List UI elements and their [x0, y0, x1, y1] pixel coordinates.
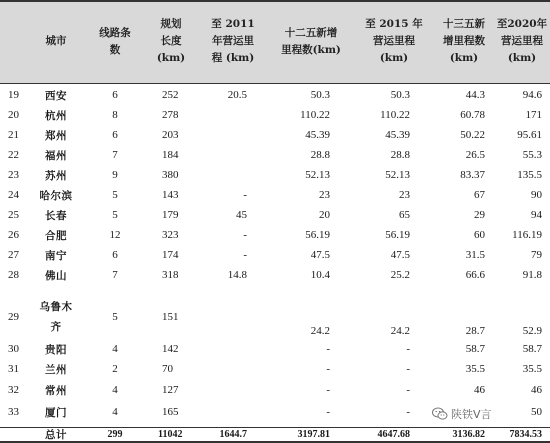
- length-by-2011: 20.5: [227, 89, 247, 101]
- planned-length: 70: [162, 363, 173, 375]
- length-by-2020: 135.5: [517, 169, 542, 181]
- length-by-2015: 47.5: [390, 249, 410, 261]
- planned-length: 252: [162, 89, 179, 101]
- lines-count: 4: [112, 343, 118, 355]
- planned-length: 184: [162, 149, 179, 161]
- row-number: 32: [8, 384, 19, 396]
- wechat-icon: [432, 407, 448, 421]
- new-13th-five-year: 46: [474, 384, 485, 396]
- row-number: 23: [8, 169, 19, 181]
- city-name: 福州: [45, 149, 67, 162]
- city-name: 郑州: [45, 129, 67, 142]
- length-by-2011: [200, 294, 247, 340]
- header-new-13th-five-year: 十三五新 增里程数 (km): [443, 18, 485, 64]
- planned-length: 179: [162, 209, 179, 221]
- length-by-2011: -: [243, 229, 247, 241]
- length-by-2020: 116.19: [512, 229, 542, 241]
- planned-length: 143: [162, 189, 179, 201]
- length-by-2020: 46: [531, 384, 542, 396]
- length-by-2020: 55.3: [522, 149, 542, 161]
- city-name: 厦门: [45, 406, 67, 419]
- city-name: 西安: [45, 89, 67, 102]
- length-by-2020: 90: [531, 189, 542, 201]
- city-name: 贵阳: [45, 343, 67, 356]
- total-by-2015: 4647.68: [377, 428, 410, 440]
- new-13th-five-year: 60: [474, 229, 485, 241]
- table-row: [0, 245, 550, 265]
- new-12th-five-year: 56.19: [305, 229, 330, 241]
- city-name: 南宁: [45, 249, 67, 262]
- total-lines: 299: [107, 428, 123, 440]
- total-label: 总计: [45, 428, 67, 441]
- new-12th-five-year: 10.4: [310, 269, 330, 281]
- planned-length: 380: [162, 169, 179, 181]
- new-13th-five-year: 50.22: [460, 129, 485, 141]
- header-city: 城市: [45, 35, 67, 47]
- length-by-2020: 94.6: [522, 89, 542, 101]
- length-by-2011: [200, 380, 247, 400]
- total-row: [0, 427, 550, 441]
- table-row: [0, 294, 550, 340]
- planned-length: 142: [162, 343, 179, 355]
- row-number: 25: [8, 209, 19, 221]
- length-by-2015: 56.19: [385, 229, 410, 241]
- length-by-2015: -: [406, 384, 410, 396]
- table-row: [0, 205, 550, 225]
- length-by-2011: -: [243, 249, 247, 261]
- length-by-2020: 79: [531, 249, 542, 261]
- length-by-2011: 45: [236, 209, 247, 221]
- length-by-2015: 110.22: [380, 109, 410, 121]
- table-row: [0, 125, 550, 145]
- length-by-2011: [200, 125, 247, 145]
- table-row: [0, 265, 550, 285]
- length-by-2020: 35.5: [522, 363, 542, 375]
- length-by-2015: -: [406, 343, 410, 355]
- length-by-2015: 24.2: [390, 325, 410, 337]
- row-number: 21: [8, 129, 19, 141]
- planned-length: 278: [162, 109, 179, 121]
- length-by-2020: 95.61: [517, 129, 542, 141]
- length-by-2015: 23: [399, 189, 410, 201]
- row-number: 28: [8, 269, 19, 281]
- lines-count: 5: [112, 189, 118, 201]
- new-13th-five-year: 31.5: [465, 249, 485, 261]
- table-row: [0, 145, 550, 165]
- header-new-12th-five-year: 十二五新增 里程数(km): [281, 26, 341, 56]
- length-by-2015: 50.3: [390, 89, 410, 101]
- total-by-2011: 1644.7: [219, 428, 247, 440]
- length-by-2011: [200, 359, 247, 379]
- length-by-2011: [200, 145, 247, 165]
- new-12th-five-year: -: [326, 406, 330, 418]
- lines-count: 7: [112, 269, 118, 281]
- city-name: 合肥: [45, 229, 67, 242]
- new-13th-five-year: 58.7: [465, 343, 485, 355]
- new-13th-five-year: 29: [474, 209, 485, 221]
- lines-count: 5: [112, 209, 118, 221]
- header-planned-length: 规划 长度 (km): [156, 18, 186, 64]
- length-by-2020: 94: [531, 209, 542, 221]
- row-number: 24: [8, 189, 19, 201]
- row-number: 30: [8, 343, 19, 355]
- table-row: [0, 165, 550, 185]
- new-12th-five-year: 28.8: [310, 149, 330, 161]
- row-number: 22: [8, 149, 19, 161]
- lines-count: 5: [112, 311, 118, 323]
- new-12th-five-year: 45.39: [305, 129, 330, 141]
- new-12th-five-year: 47.5: [310, 249, 330, 261]
- top-rule: [0, 0, 550, 2]
- lines-count: 6: [112, 249, 118, 261]
- length-by-2011: [200, 402, 247, 422]
- planned-length: 203: [162, 129, 179, 141]
- new-12th-five-year: 50.3: [310, 89, 330, 101]
- new-12th-five-year: 23: [319, 189, 330, 201]
- new-12th-five-year: 110.22: [300, 109, 330, 121]
- total-planned: 11042: [158, 428, 183, 440]
- city-name: 苏州: [45, 169, 67, 182]
- table-row: [0, 359, 550, 379]
- lines-count: 6: [112, 129, 118, 141]
- city-name: 长春: [45, 209, 67, 222]
- table-header: [0, 0, 550, 83]
- table-row: [0, 105, 550, 125]
- new-13th-five-year: 35.5: [465, 363, 485, 375]
- row-number: 19: [8, 89, 19, 101]
- city-name: 乌鲁木 齐: [39, 301, 73, 333]
- new-13th-five-year: 83.37: [460, 169, 485, 181]
- length-by-2011: 14.8: [227, 269, 247, 281]
- lines-count: 8: [112, 109, 118, 121]
- table-row: [0, 380, 550, 400]
- length-by-2011: [200, 165, 247, 185]
- lines-count: 7: [112, 149, 118, 161]
- new-12th-five-year: 52.13: [305, 169, 330, 181]
- table-row: [0, 339, 550, 359]
- length-by-2020: 171: [525, 109, 542, 121]
- header-rule: [0, 83, 550, 84]
- table-row: [0, 225, 550, 245]
- length-by-2015: 28.8: [390, 149, 410, 161]
- city-name: 常州: [45, 384, 67, 397]
- length-by-2020: 91.8: [522, 269, 542, 281]
- length-by-2011: -: [243, 189, 247, 201]
- row-number: 29: [8, 311, 19, 323]
- planned-length: 151: [162, 311, 179, 323]
- length-by-2020: 52.9: [522, 325, 542, 337]
- new-13th-five-year: 67: [474, 189, 485, 201]
- watermark-text: 陕铁V言: [451, 408, 492, 421]
- total-by-2020: 7834.53: [509, 428, 542, 440]
- city-name: 哈尔滨: [39, 189, 73, 202]
- row-number: 20: [8, 109, 19, 121]
- new-12th-five-year: -: [326, 363, 330, 375]
- row-number: 26: [8, 229, 19, 241]
- header-lines: 线路条 数: [99, 26, 131, 56]
- length-by-2015: 52.13: [385, 169, 410, 181]
- lines-count: 4: [112, 384, 118, 396]
- header-by-2015: 至 2015 年 营运里程 (km): [365, 18, 423, 64]
- new-12th-five-year: 20: [319, 209, 330, 221]
- length-by-2015: 45.39: [385, 129, 410, 141]
- new-13th-five-year: 28.7: [465, 325, 485, 337]
- header-by-2011: 至 2011 年营运里 程 (km): [211, 18, 255, 64]
- table-row: [0, 185, 550, 205]
- row-number: 33: [8, 406, 19, 418]
- new-13th-five-year: 60.78: [460, 109, 485, 121]
- new-12th-five-year: 24.2: [310, 325, 330, 337]
- total-new-12th: 3197.81: [297, 428, 330, 440]
- length-by-2020: 50: [531, 406, 542, 418]
- total-new-13th: 3136.82: [452, 428, 485, 440]
- length-by-2015: 25.2: [390, 269, 410, 281]
- length-by-2020: 58.7: [522, 343, 542, 355]
- lines-count: 6: [112, 89, 118, 101]
- new-12th-five-year: -: [326, 343, 330, 355]
- planned-length: 318: [162, 269, 179, 281]
- new-13th-five-year: 66.6: [465, 269, 485, 281]
- lines-count: 2: [112, 363, 118, 375]
- row-number: 31: [8, 363, 19, 375]
- new-13th-five-year: 44.3: [465, 89, 485, 101]
- new-13th-five-year: 26.5: [465, 149, 485, 161]
- new-12th-five-year: -: [326, 384, 330, 396]
- length-by-2015: -: [406, 363, 410, 375]
- table-row: [0, 85, 550, 105]
- watermark: [432, 405, 492, 423]
- city-name: 兰州: [45, 363, 67, 376]
- city-name: 杭州: [45, 109, 67, 122]
- planned-length: 165: [162, 406, 179, 418]
- length-by-2011: [200, 105, 247, 125]
- planned-length: 174: [162, 249, 179, 261]
- length-by-2015: 65: [399, 209, 410, 221]
- lines-count: 12: [109, 229, 121, 241]
- city-name: 佛山: [45, 269, 67, 282]
- length-by-2011: [200, 339, 247, 359]
- planned-length: 127: [162, 384, 179, 396]
- lines-count: 9: [112, 169, 118, 181]
- row-number: 27: [8, 249, 19, 261]
- planned-length: 323: [162, 229, 179, 241]
- lines-count: 4: [112, 406, 118, 418]
- length-by-2015: -: [406, 406, 410, 418]
- header-by-2020: 至2020年 营运里程 (km): [496, 18, 548, 64]
